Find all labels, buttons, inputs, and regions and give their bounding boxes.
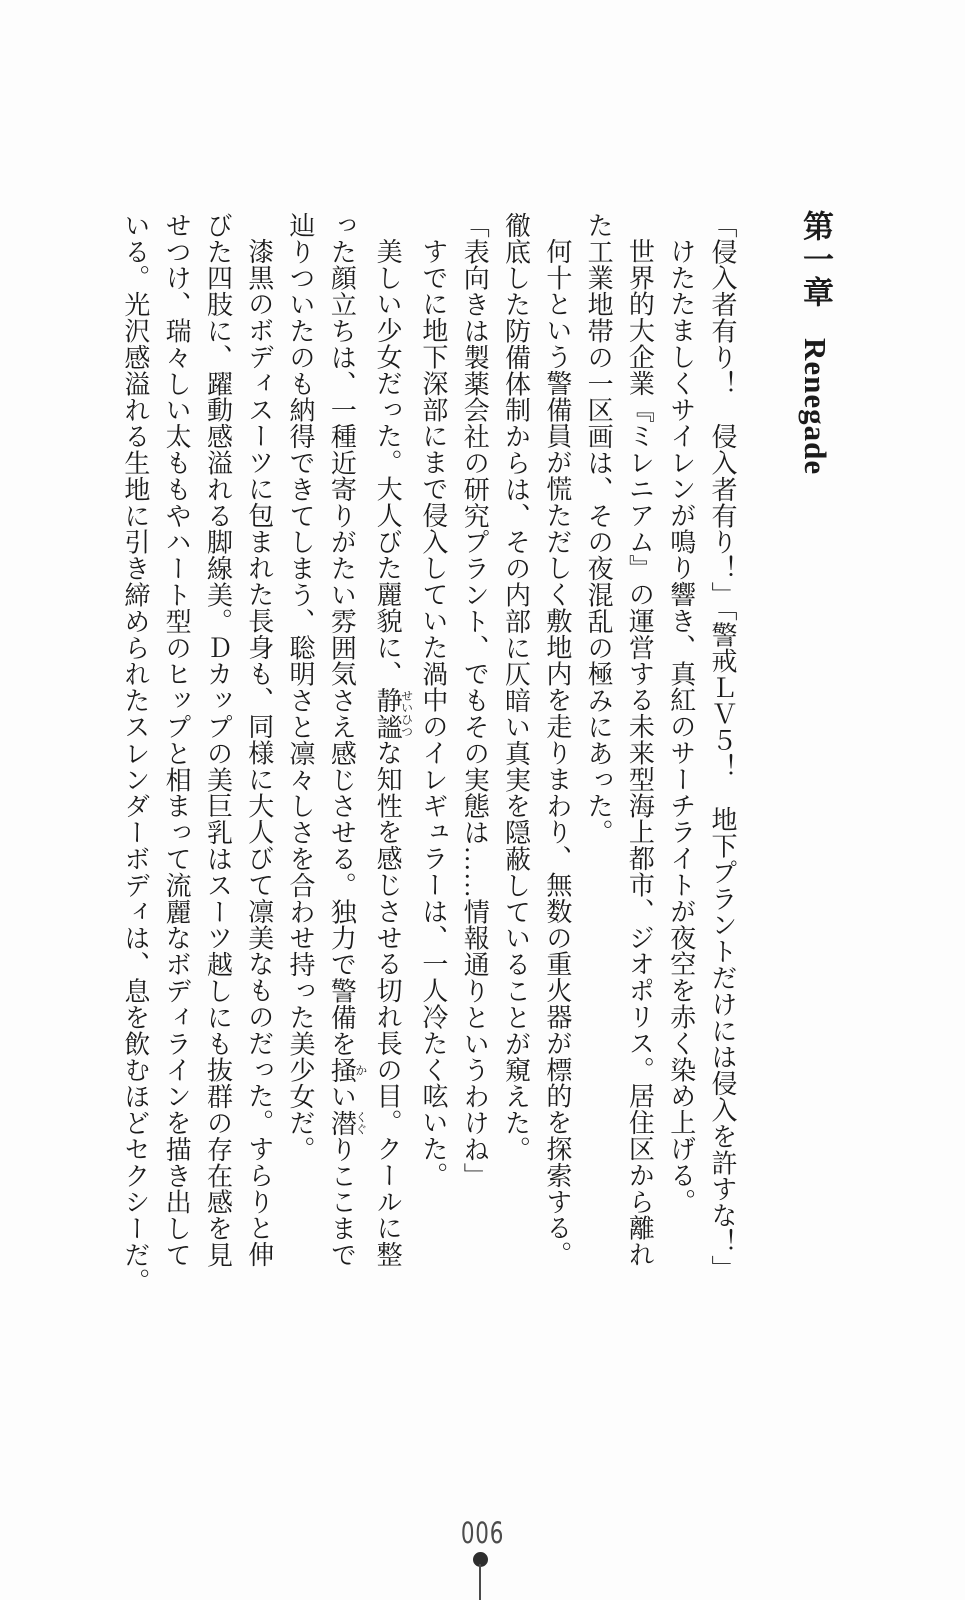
text-line: 美しい少女だった。大人びた麗貌に、静謐せいひつな知性を感じさせる切れ長の目。クールに整 [373,238,414,1268]
text-line: 「表向きは製薬会社の研究プラント、でもその実態は……情報通りというわけね」 [460,212,490,1189]
text-line: いる。光沢感溢れる生地に引き締められたスレンダーボディは、息を飲むほどセクシーだ。 [120,212,150,1295]
body-text [115,212,743,1337]
text-line: せつけ、瑞々しい太ももやハート型のヒップと相まって流麗なボディラインを描き出して [162,212,192,1268]
text-line: すでに地下深部にまで侵入していた渦中のイレギュラーは、一人冷たく呟いた。 [418,238,448,1189]
text-line: た工業地帯の一区画は、その夜混乱の極みにあった。 [584,212,614,846]
text-line: 漆黒のボディスーツに包まれた長身も、同様に大人びて凛美なものだった。すらりと伸 [244,238,274,1268]
text-line: 「侵入者有り！ 侵入者有り！」「警戒ＬＶ５！ 地下プラントだけには侵入を許すな！」 [708,212,737,1282]
text-line: 徹底した防備体制からは、その内部に仄暗い真実を隠蔽していることが窺えた。 [501,212,531,1163]
text-line: 辿りついたのも納得できてしまう、聡明さと凛々しさを合わせ持った美少女だ。 [286,212,316,1163]
chapter-title-latin: Renegade [798,338,833,476]
ruby-annotated-word: 静謐せいひつ [373,686,414,740]
ruby-annotated-word: 掻か [327,1056,368,1084]
page-number: 006 [460,1516,505,1550]
page-marker-line [479,1564,481,1600]
text-line: った顔立ちは、一種近寄りがたい雰囲気さえ感じさせる。独力で警備を掻かい潜くぐりここまで [327,212,368,1269]
chapter-number: 第一章 [798,210,833,309]
chapter-heading [798,210,832,476]
text-line: 何十という警備員が慌ただしく敷地内を走りまわり、無数の重火器が標的を探索する。 [542,238,572,1268]
text-line: 世界的大企業『ミレニアム』の運営する未来型海上都市、ジオポリス。居住区から離れ [625,238,655,1268]
text-line: けたたましくサイレンが鳴り響き、真紅のサーチライトが夜空を赤く染め上げる。 [666,238,696,1215]
ruby-annotated-word: 潜くぐ [327,1109,368,1137]
text-line: びた四肢に、躍動感溢れる脚線美。Ｄカップの美巨乳はスーツ越しにも抜群の存在感を見 [203,212,233,1268]
